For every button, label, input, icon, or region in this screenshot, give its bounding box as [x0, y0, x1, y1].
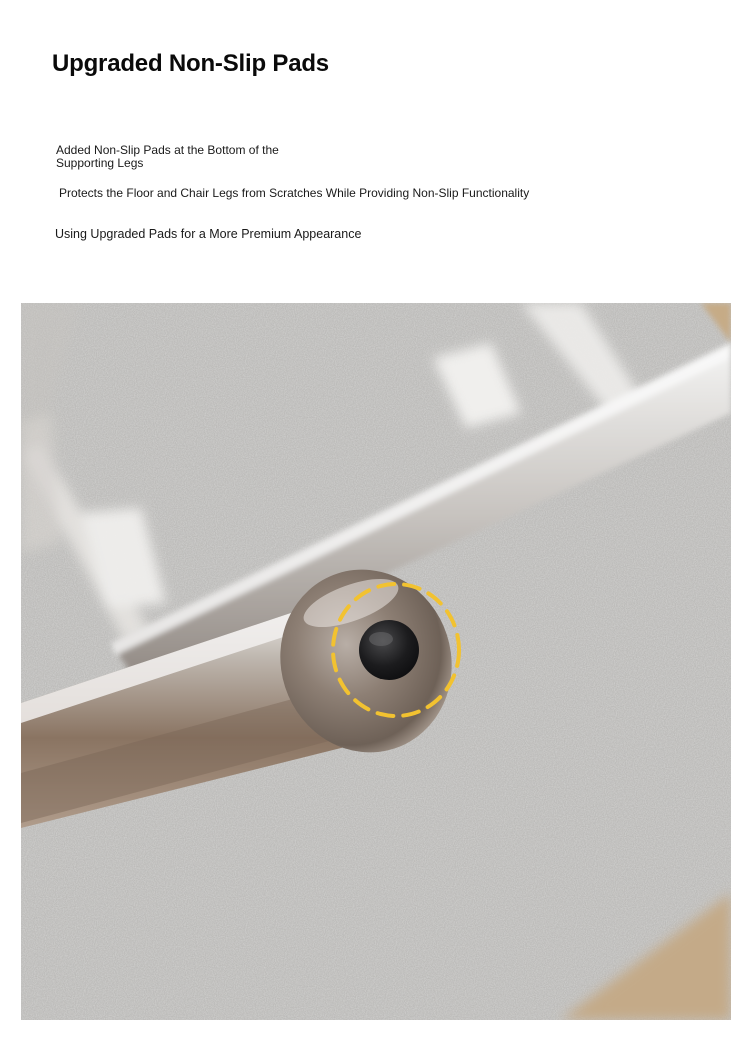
feature-text-premium-appearance: Using Upgraded Pads for a More Premium Appearance: [55, 227, 362, 241]
page-title: Upgraded Non-Slip Pads: [52, 50, 329, 77]
feature-text-floor-protection: Protects the Floor and Chair Legs from Scratches While Providing Non-Slip Functionality: [59, 186, 530, 200]
feature-text-non-slip-pads: Added Non-Slip Pads at the Bottom of the Supporting Legs: [56, 143, 279, 170]
non-slip-pad: [359, 620, 419, 680]
product-photo: [21, 303, 731, 1020]
